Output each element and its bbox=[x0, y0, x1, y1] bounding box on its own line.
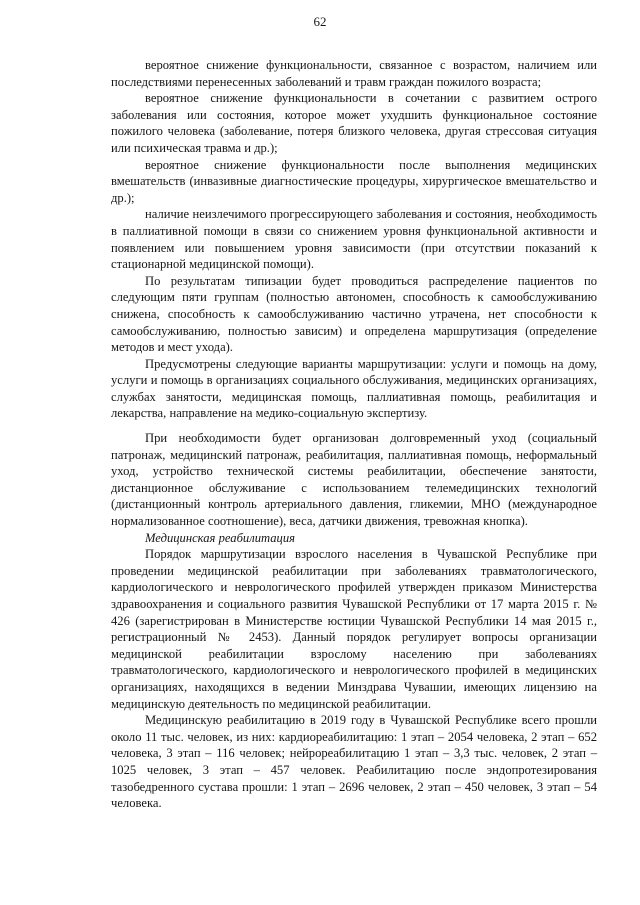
page-number: 62 bbox=[313, 14, 327, 29]
paragraph-routing-options: Предусмотрены следующие варианты маршрутизации: услуги и помощь на дому, услуги и помощь в организациях социального обслуживания, медицинских организациях, службах занятости, медицинская помощь, паллиативная помощь, реабилитация и лекарства, направление на медико-социальную экспертизу. bbox=[111, 356, 597, 421]
paragraph-acute-illness-decline: вероятное снижение функциональности в сочетании с развитием острого заболевания или состояния, которое может ухудшить функциональное состояние пожилого человека (заболевание, потеря близкого человека, другая стрессовая ситуация или психическая травма и др.); bbox=[111, 91, 597, 155]
paragraph-typing-results: По результатам типизации будет проводиться распределение пациентов по следующим пяти группам (полностью автономен, способность к самообслуживанию снижена, способность к самообслуживанию частично утрачена, нет способности к самообслуживанию, полностью зависим) и определена маршрутизация (определение методов и мест ухода). bbox=[111, 273, 597, 355]
page-body bbox=[111, 57, 597, 812]
paragraph-long-term-care: При необходимости будет организован долговременный уход (социальный патронаж, медицинский патронаж, реабилитация, паллиативная помощь, неформальный уход, устройство технической системы реабилитации, обеспечение занятости, дистанционное обслуживание с использованием телемедицинских технологий (дистанционный контроль артериального давления, гликемии, МНО (международное нормализованное соотношение), веса, датчики движения, тревожная кнопка). bbox=[111, 431, 597, 529]
paragraph-post-intervention-decline: вероятное снижение функциональности после выполнения медицинских вмешательств (инвазивные диагностические процедуры, хирургическое вмешательство и др.); bbox=[111, 157, 597, 205]
paragraph-routing-order: Порядок маршрутизации взрослого населения в Чувашской Республике при проведении медицинской реабилитации при заболеваниях травматологического, кардиологического и неврологического профилей утвержден приказом Министерства здравоохранения и социального развития Чувашской Республики от 17 марта 2015 г. № 426 (зарегистрирован в Министерстве юстиции Чувашской Республики 14 мая 2015 г., регистрационный № 2453). Данный порядок регулирует вопросы организации медицинской реабилитации взрослому населению при заболеваниях травматологического, кардиологического и неврологического профилей в медицинских организациях, находящихся в ведении Минздрава Чувашии, имеющих лицензию на медицинскую деятельность по медицинской реабилитации. bbox=[111, 547, 597, 711]
paragraph-age-related-decline: вероятное снижение функциональности, связанное с возрастом, наличием или последствиями перенесенных заболеваний и травм граждан пожилого возраста; bbox=[111, 58, 597, 89]
paragraph-palliative-need: наличие неизлечимого прогрессирующего заболевания и состояния, необходимость в паллиативной помощи в связи со снижением уровня функциональной активности и появлением или повышением уровня зависимости (при отсутствии показаний к стационарной медицинской помощи). bbox=[111, 207, 597, 272]
section-heading-medical-rehabilitation: Медицинская реабилитация bbox=[145, 530, 295, 545]
paragraph-rehabilitation-statistics: Медицинскую реабилитацию в 2019 году в Чувашской Республике всего прошли около 11 тыс. человек, из них: кардиореабилитацию: 1 этап – 2054 человека, 2 этап – 652 человека, 3 этап – 116 человек; нейрореабилитацию 1 этап – 3,3 тыс. человек, 2 этап – 1025 человек, 3 этап – 457 человек. Реабилитацию после эндопротезирования тазобедренного сустава прошли: 1 этап – 2696 человек, 2 этап – 450 человек, 3 этап – 54 человека. bbox=[111, 713, 597, 811]
